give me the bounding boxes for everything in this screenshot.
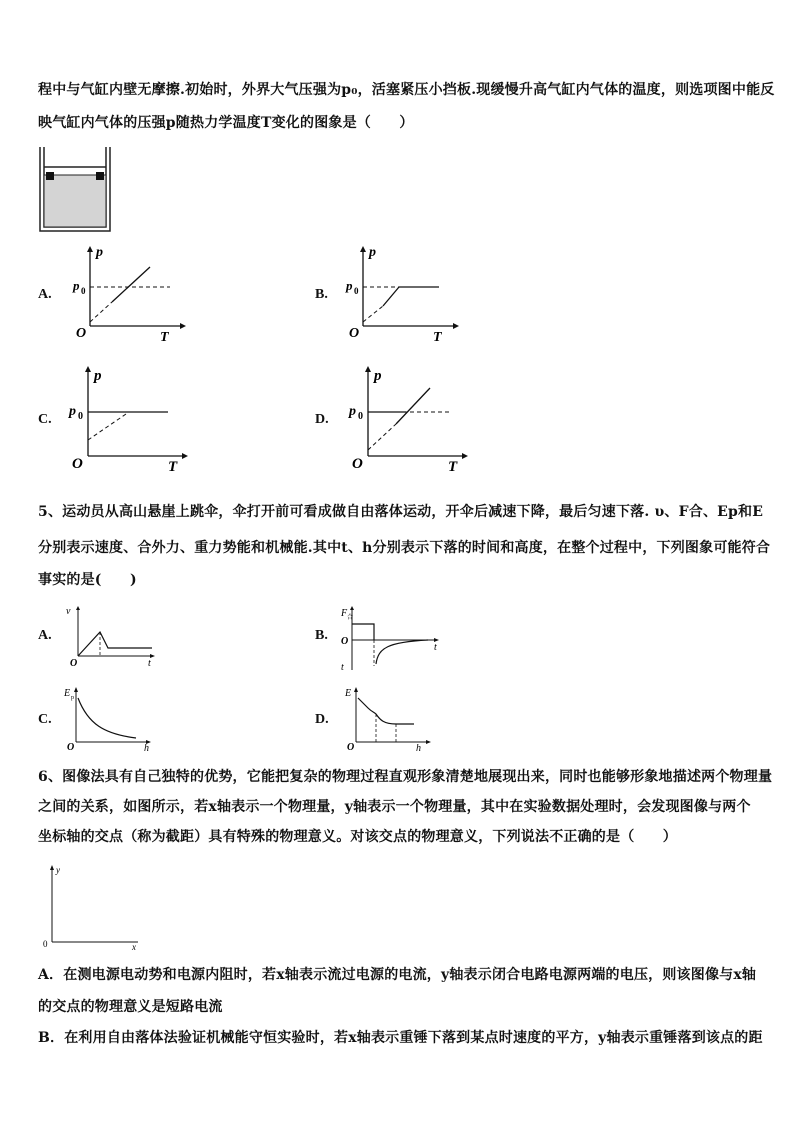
q4-option-d-label: D. [315,412,329,427]
q5-text-line1: 5、运动员从高山悬崖上跳伞，伞打开前可看成做自由落体运动，开伞后减速下降，最后匀速下落. υ、F合、Ep和E [38,504,764,520]
q5-option-a-label: A. [38,628,52,643]
axis-h-label: h [416,743,421,752]
axis-y-label: y [56,865,60,875]
origin-label: O [341,636,349,647]
axis-ep-label: E [64,688,71,699]
axis-T-label: T [168,459,178,474]
axis-f-subscript: 合 [347,615,354,621]
axis-p-label: p [94,368,102,384]
p0-label: p [349,404,356,419]
q6-text-line3: 坐标轴的交点（称为截距）具有特殊的物理意义。对该交点的物理意义，下列说法不正确的是（ ） [38,829,677,845]
axis-e-label: E [345,688,352,699]
q4-graph-c [66,362,196,474]
p0-label: p [69,404,76,419]
q5-graph-d [340,684,440,752]
q5-option-c-label: C. [38,712,52,727]
q4-text-line2: 映气缸内气体的压强p随热力学温度T变化的图象是（ ） [38,115,414,131]
origin-label: O [70,658,78,668]
axis-t-lower-label: t [341,662,344,672]
q6-text-line2: 之间的关系，如图所示，若x轴表示一个物理量，y轴表示一个物理量，其中在实验数据处理时，会发现图像与两个 [38,799,751,815]
q4-option-b-label: B. [315,287,328,302]
q4-graph-d [346,362,476,474]
q5-option-d-label: D. [315,712,329,727]
p0-subscript: 0 [81,286,86,296]
q6-option-a-line1: A．在测电源电动势和电源内阻时，若x轴表示流过电源的电流，y轴表示闭合电路电源两端的电压，则该图像与x轴 [38,967,757,983]
p0-subscript: 0 [78,411,83,422]
q5-option-b-label: B. [315,628,328,643]
q4-option-c-label: C. [38,412,52,427]
axis-t-label: t [148,658,151,668]
axis-ep-subscript: p [71,695,74,701]
q4-graph-a [70,242,190,344]
origin-label: O [349,326,360,341]
origin-label: O [76,326,87,341]
q4-option-a-label: A. [38,287,52,302]
cylinder-figure [38,145,113,235]
q6-option-b-line1: B．在利用自由落体法验证机械能守恒实验时，若x轴表示重锤下落到某点时速度的平方，y轴表示重锤落到该点的距 [38,1030,763,1046]
axis-f-label: F [341,608,348,619]
axis-T-label: T [448,459,458,474]
origin-label: O [352,456,363,472]
axis-x-label: x [132,942,136,952]
origin-label: O [72,456,83,472]
axis-T-label: T [433,330,442,344]
origin-label: O [67,742,75,752]
p0-label: p [73,278,80,293]
origin-label: 0 [43,939,48,949]
q5-text-line3: 事实的是( ) [38,572,137,588]
p0-subscript: 0 [354,286,359,296]
axis-T-label: T [160,330,169,344]
q5-graph-b [338,604,448,672]
q6-option-a-line2: 的交点的物理意义是短路电流 [38,999,223,1015]
q4-graph-b [343,242,463,344]
axis-p-label: p [369,245,376,260]
axis-p-label: p [374,368,382,384]
q5-text-line2: 分别表示速度、合外力、重力势能和机械能.其中t、h分别表示下落的时间和高度，在整个过程中，下列图象可能符合 [38,540,771,556]
q5-graph-c [60,684,160,752]
axis-v-label: v [66,606,71,617]
q4-text-line1: 程中与气缸内壁无摩擦.初始时，外界大气压强为p₀，活塞紧压小挡板.现缓慢升高气缸内气体的温度，则选项图中能反 [38,82,775,98]
origin-label: O [347,742,355,752]
q6-graph [38,862,148,954]
p0-label: p [346,278,353,293]
q5-graph-a [64,604,164,668]
axis-t-label: t [434,642,437,653]
axis-p-label: p [96,245,103,260]
axis-h-label: h [144,743,149,752]
p0-subscript: 0 [358,411,363,422]
q6-text-line1: 6、图像法具有自己独特的优势，它能把复杂的物理过程直观形象清楚地展现出来，同时也能够形象地描述两个物理量 [38,769,773,785]
